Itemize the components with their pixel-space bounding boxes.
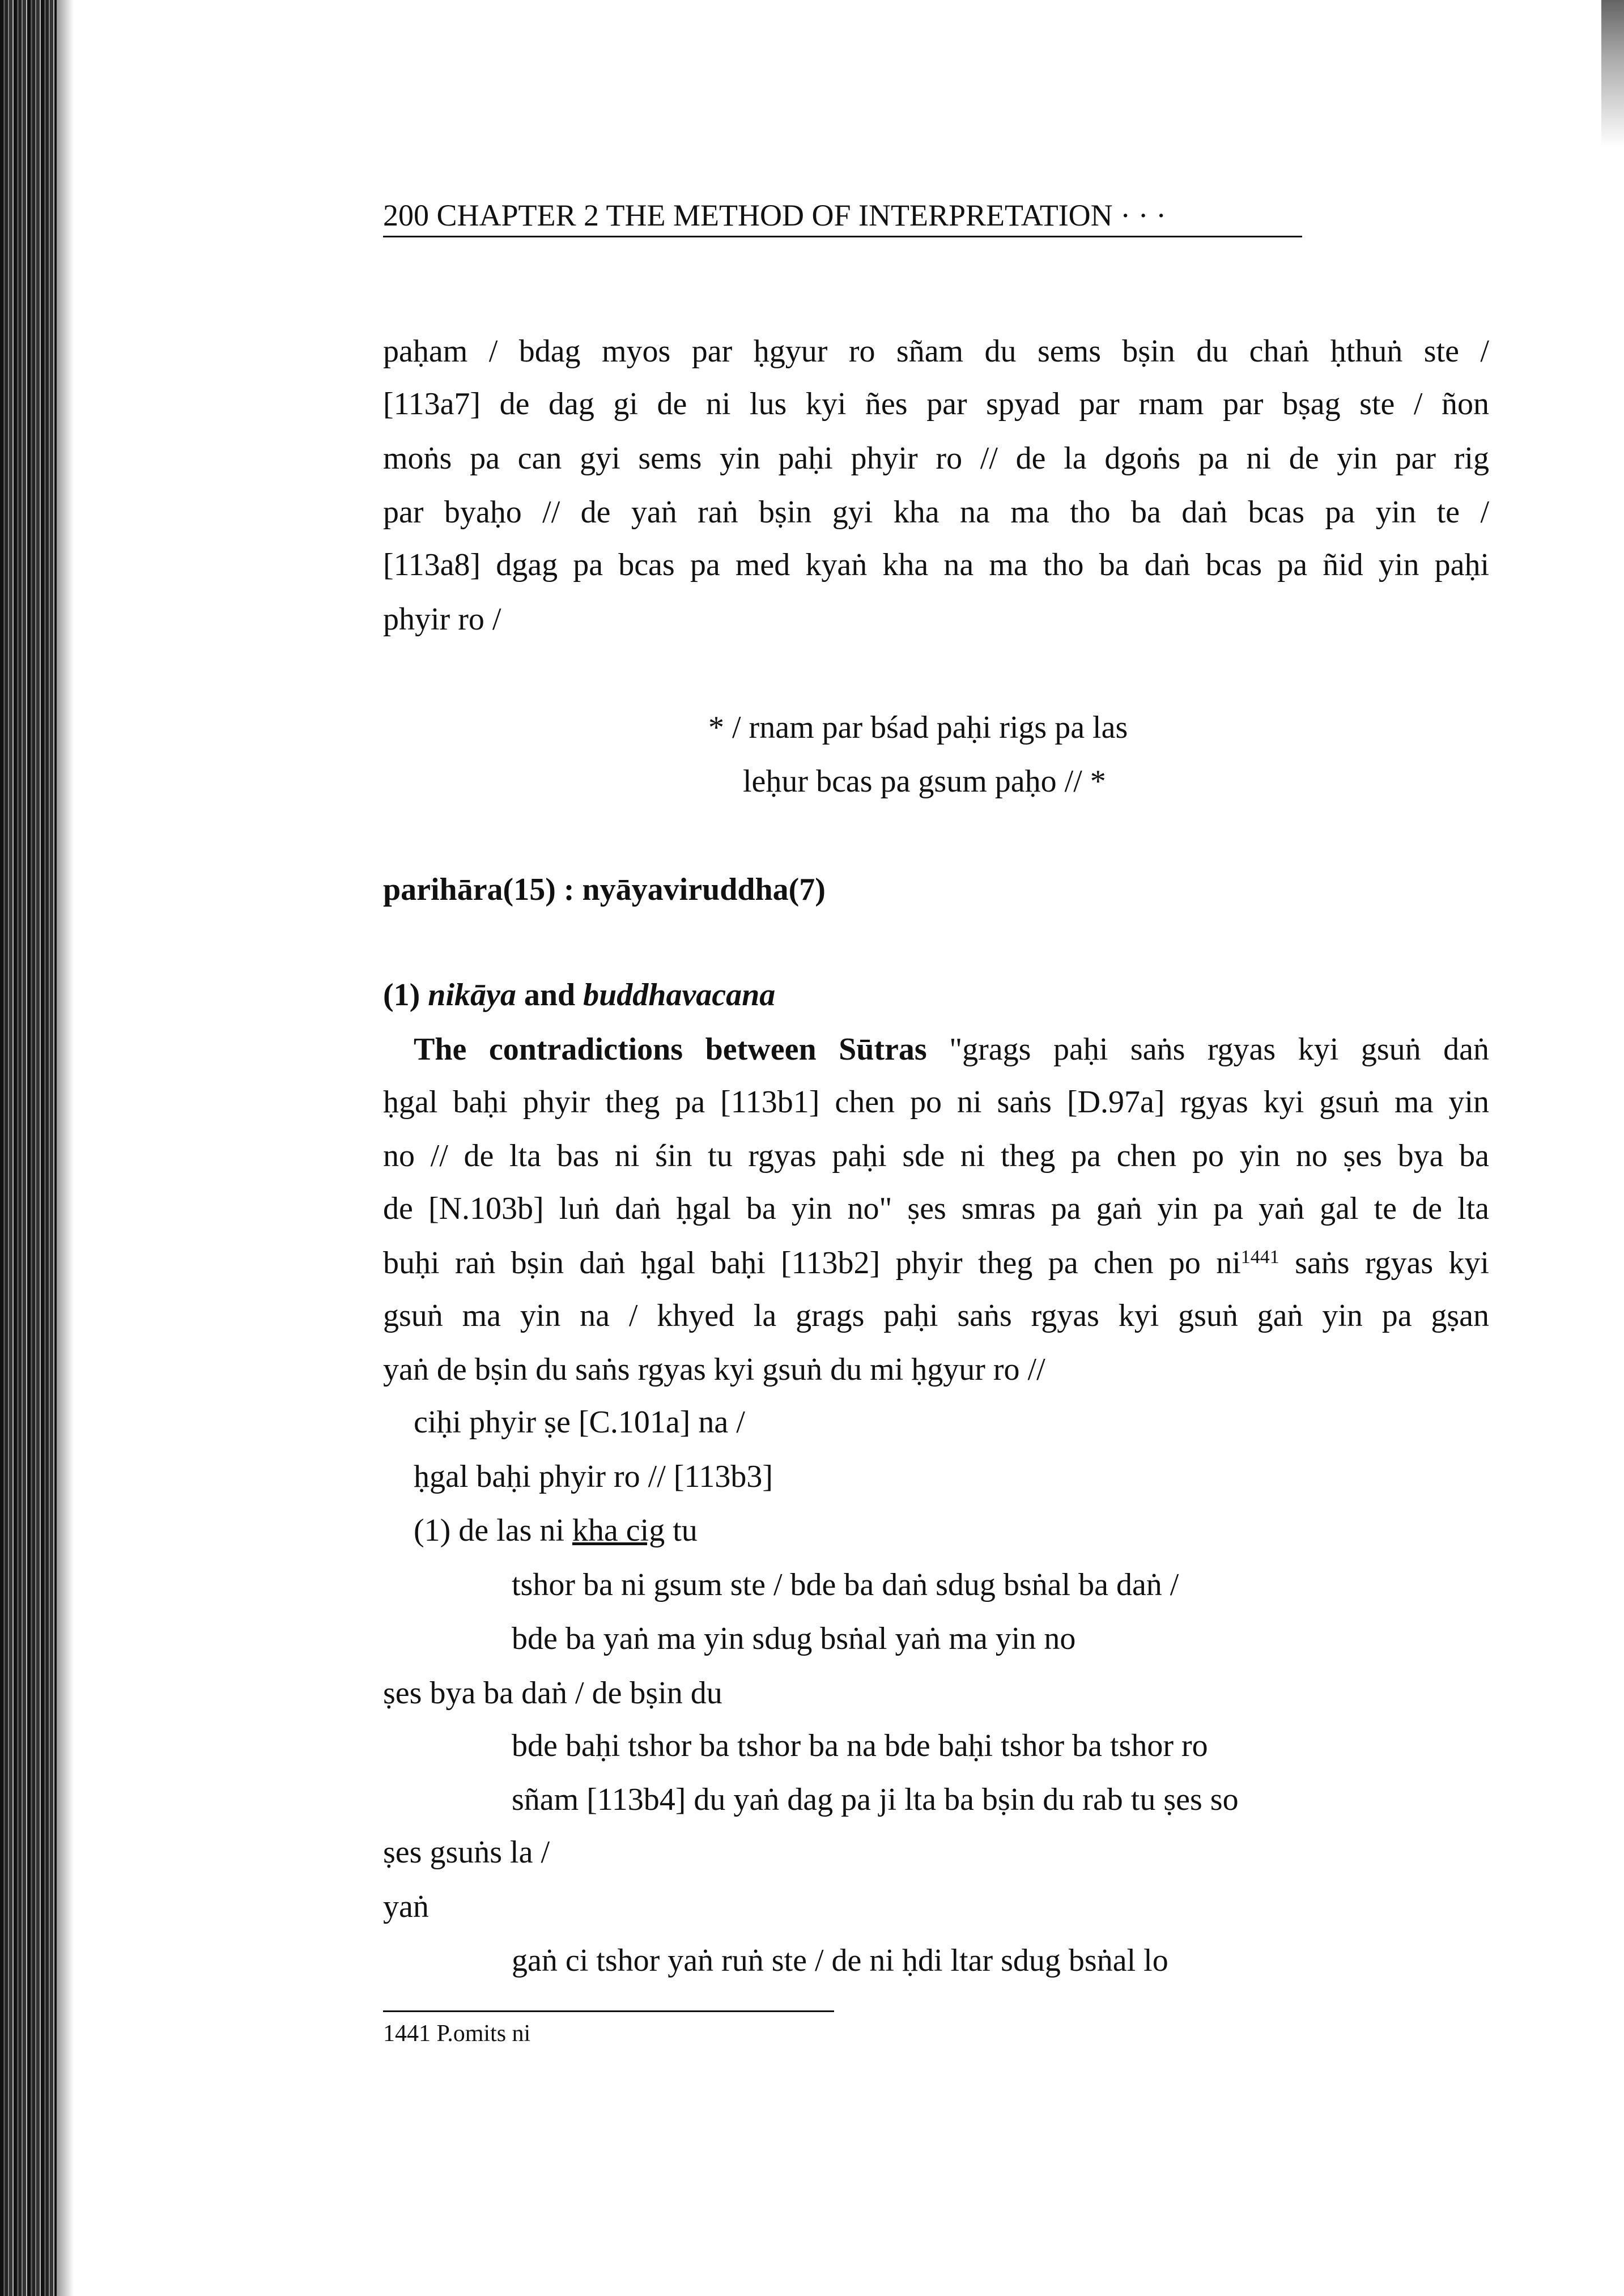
- text-line: yaṅ de bṣin du saṅs rgyas kyi gsuṅ du mi ḥgyur ro //: [383, 1352, 1045, 1387]
- subsection-and: and: [524, 977, 576, 1013]
- quote-line: bde baḥi tshor ba tshor ba na bde baḥi tshor ba tshor ro: [512, 1728, 1208, 1763]
- text-line: ṣes gsuṅs la /: [383, 1835, 550, 1870]
- text-span: saṅs rgyas kyi: [1279, 1245, 1489, 1281]
- text-line: [383, 1244, 1489, 1282]
- verse-line: leḥur bcas pa gsum paḥo // *: [743, 764, 1106, 799]
- subsection-number: (1): [383, 977, 420, 1013]
- text-line: ḥgal baḥi phyir ro // [113b3]: [414, 1459, 773, 1494]
- subsection-heading: [383, 976, 775, 1014]
- text-span: "grags paḥi saṅs rgyas kyi gsuṅ daṅ: [949, 1032, 1489, 1067]
- scan-shadow: [57, 0, 74, 2296]
- text-line: paḥam / bdag myos par ḥgyur ro sñam du sems bṣin du chaṅ ḥthuṅ ste /: [383, 334, 1489, 369]
- paragraph-first-line: [414, 1030, 1489, 1069]
- quote-line: tshor ba ni gsum ste / bde ba daṅ sdug bsṅal ba daṅ /: [512, 1567, 1179, 1602]
- text-line: no // de lta bas ni śin tu rgyas paḥi sde ni theg pa chen po yin no ṣes bya ba: [383, 1138, 1489, 1173]
- quote-line: sñam [113b4] du yaṅ dag pa ji lta ba bṣin du rab tu ṣes so: [512, 1782, 1239, 1817]
- text-line: moṅs pa can gyi sems yin paḥi phyir ro // de la dgoṅs pa ni de yin par rig: [383, 441, 1489, 476]
- footnote-ref[interactable]: 1441: [1240, 1247, 1279, 1268]
- subsection-term: nikāya: [428, 977, 516, 1013]
- underlined-term: kha cig: [572, 1513, 665, 1548]
- section-heading: parihāra(15) : nyāyaviruddha(7): [383, 872, 826, 907]
- text-span: (1) de las ni: [414, 1513, 572, 1548]
- quote-line: gaṅ ci tshor yaṅ ruṅ ste / de ni ḥdi ltar sdug bsṅal lo: [512, 1943, 1168, 1978]
- text-line: phyir ro /: [383, 602, 501, 637]
- text-line: ciḥi phyir ṣe [C.101a] na /: [414, 1405, 745, 1440]
- paragraph-lead: The contradictions between Sūtras: [414, 1032, 927, 1067]
- text-line: ḥgal baḥi phyir theg pa [113b1] chen po ni saṅs [D.97a] rgyas kyi gsuṅ ma yin: [383, 1085, 1489, 1120]
- footnote: 1441 P.omits ni: [383, 2021, 531, 2047]
- running-header: 200 CHAPTER 2 THE METHOD OF INTERPRETATION · · ·: [383, 196, 1302, 237]
- text-line: de [N.103b] luṅ daṅ ḥgal ba yin no" ṣes smras pa gaṅ yin pa yaṅ gal te de lta: [383, 1191, 1489, 1226]
- text-line: gsuṅ ma yin na / khyed la grags paḥi saṅs rgyas kyi gsuṅ gaṅ yin pa gṣan: [383, 1298, 1489, 1333]
- text-line: ṣes bya ba daṅ / de bṣin du: [383, 1676, 722, 1711]
- scan-corner-mark: [1601, 0, 1624, 147]
- text-line: yaṅ: [383, 1889, 429, 1924]
- subsection-term: buddhavacana: [583, 977, 776, 1013]
- text-span: tu: [665, 1513, 698, 1548]
- text-span: buḥi raṅ bṣin daṅ ḥgal baḥi [113b2] phyir theg pa chen po ni: [383, 1245, 1241, 1281]
- footnote-rule: [383, 2010, 834, 2012]
- text-line: [113a8] dgag pa bcas pa med kyaṅ kha na ma tho ba daṅ bcas pa ñid yin paḥi: [383, 547, 1489, 582]
- text-line: par byaḥo // de yaṅ raṅ bṣin gyi kha na ma tho ba daṅ bcas pa yin te /: [383, 495, 1489, 530]
- verse-line: * / rnam par bśad paḥi rigs pa las: [708, 710, 1128, 745]
- text-line: [414, 1511, 698, 1550]
- scan-binding-edge: [0, 0, 57, 2296]
- quote-line: bde ba yaṅ ma yin sdug bsṅal yaṅ ma yin no: [512, 1621, 1076, 1656]
- text-line: [113a7] de dag gi de ni lus kyi ñes par spyad par rnam par bṣag ste / ñon: [383, 386, 1489, 422]
